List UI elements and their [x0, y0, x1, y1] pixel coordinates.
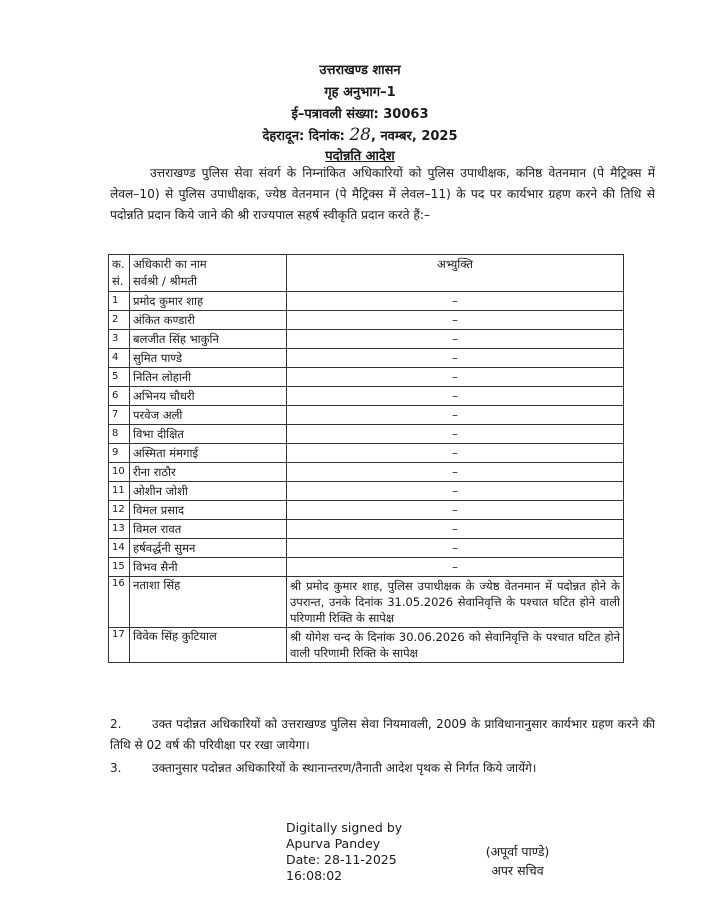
table-row: 13 विमल रावत – — [109, 520, 624, 539]
table-row: 5 नितिन लोहानी – — [109, 368, 624, 387]
paragraph-text: उक्तानुसार पदोन्नत अधिकारियों के स्थानान्तरण/तैनाती आदेश पृथक से निर्गत किये जायेंगे। — [152, 761, 537, 775]
table-header-row — [109, 255, 624, 292]
file-number — [0, 104, 720, 122]
table-row: 10 रीना राठौर – — [109, 463, 624, 482]
handwritten-day: 28 — [349, 125, 371, 145]
remarks-header: अभ्युक्ति — [287, 255, 624, 292]
table-row: 11 ओशीन जोशी – — [109, 482, 624, 501]
department-heading: गृह अनुभाग–1 — [324, 85, 396, 100]
paragraph-2 — [110, 714, 655, 756]
table-row: 7 परवेज अली – — [109, 406, 624, 425]
name-header: अधिकारी का नाम सर्वश्री / श्रीमती — [130, 255, 287, 292]
table-row: 9 अस्मिता मंमगाई – — [109, 444, 624, 463]
table-row: 17 विवेक सिंह कुटियाल श्री योगेश चन्द के दिनांक 30.06.2026 को सेवानिवृत्ति के पश्चात घटित होने वाली परिणामी रिक्ति के सापेक्ष — [109, 628, 624, 663]
table-row: 6 अभिनय चौधरी – — [109, 387, 624, 406]
government-heading: उत्तराखण्ड शासन — [319, 63, 401, 78]
table-row: 12 विमल प्रसाद – — [109, 501, 624, 520]
serial-header: क. सं. — [109, 255, 130, 292]
date-rest: , नवम्बर, 2025 — [371, 129, 458, 144]
table-row: 16 नताशा सिंह श्री प्रमोद कुमार शाह, पुलिस उपाधीक्षक के ज्येष्ठ वेतनमान में पदोन्नत होने के उपरान्त, उनके दिनांक 31.05.2026 सेवानिवृत्ति के पश्चात घटित होने वाली परिणामी रिक्ति के सापेक्ष — [109, 577, 624, 628]
table-row: 8 विभा दीक्षित – — [109, 425, 624, 444]
signatory-name: (अपूर्वा पाण्डे) — [485, 844, 550, 859]
table-row: 2 अंकित कण्डारी – — [109, 311, 624, 330]
digital-signature: Digitally signed by Apurva Pandey Date: 28-11-2025 16:08:02 — [286, 820, 403, 883]
paragraph-number: 3. — [110, 761, 122, 775]
order-title: पदोन्नति आदेश — [325, 149, 395, 164]
signatory-block — [470, 842, 565, 880]
table-row: 4 सुमित पाण्डे – — [109, 349, 624, 368]
file-number-label: ई–पत्रावली संख्या: — [291, 107, 379, 122]
table-row: 1 प्रमोद कुमार शाह – — [109, 292, 624, 311]
table-row: 14 हर्षवर्द्धनी सुमन – — [109, 539, 624, 558]
paragraph-text: उक्त पदोन्नत अधिकारियों को उत्तराखण्ड पुलिस सेवा नियमावली, 2009 के प्राविधानानुसार कार्यभार ग्रहण करने की तिथि से 02 वर्ष की परिवीक्षा पर रखा जायेगा। — [110, 717, 655, 752]
paragraph-number: 2. — [110, 717, 122, 731]
table-row: 3 बलजीत सिंह भाकुनि – — [109, 330, 624, 349]
signatory-designation: अपर सचिव — [491, 863, 544, 878]
file-number-value: 30063 — [383, 107, 429, 122]
intro-paragraph: उत्तराखण्ड पुलिस सेवा संवर्ग के निम्नांकित अधिकारियों को पुलिस उपाधीक्षक, कनिष्ठ वेतनमान (पे मैट्रिक्स में लेवल–10) से पुलिस उपाधीक्षक, ज्येष्ठ वेतनमान (पे मैट्रिक्स में लेवल–11) के पद पर कार्यभार ग्रहण करने की तिथि से पदोन्नति प्रदान किये जाने की श्री राज्यपाल सहर्ष स्वीकृति प्रदान करते हैं:– — [110, 166, 655, 222]
promotion-table — [108, 254, 624, 663]
place-date-label: देहरादून: दिनांक: — [262, 129, 345, 144]
place-date — [0, 125, 720, 145]
paragraph-3 — [110, 758, 655, 779]
table-row: 15 विभव सैनी – — [109, 558, 624, 577]
